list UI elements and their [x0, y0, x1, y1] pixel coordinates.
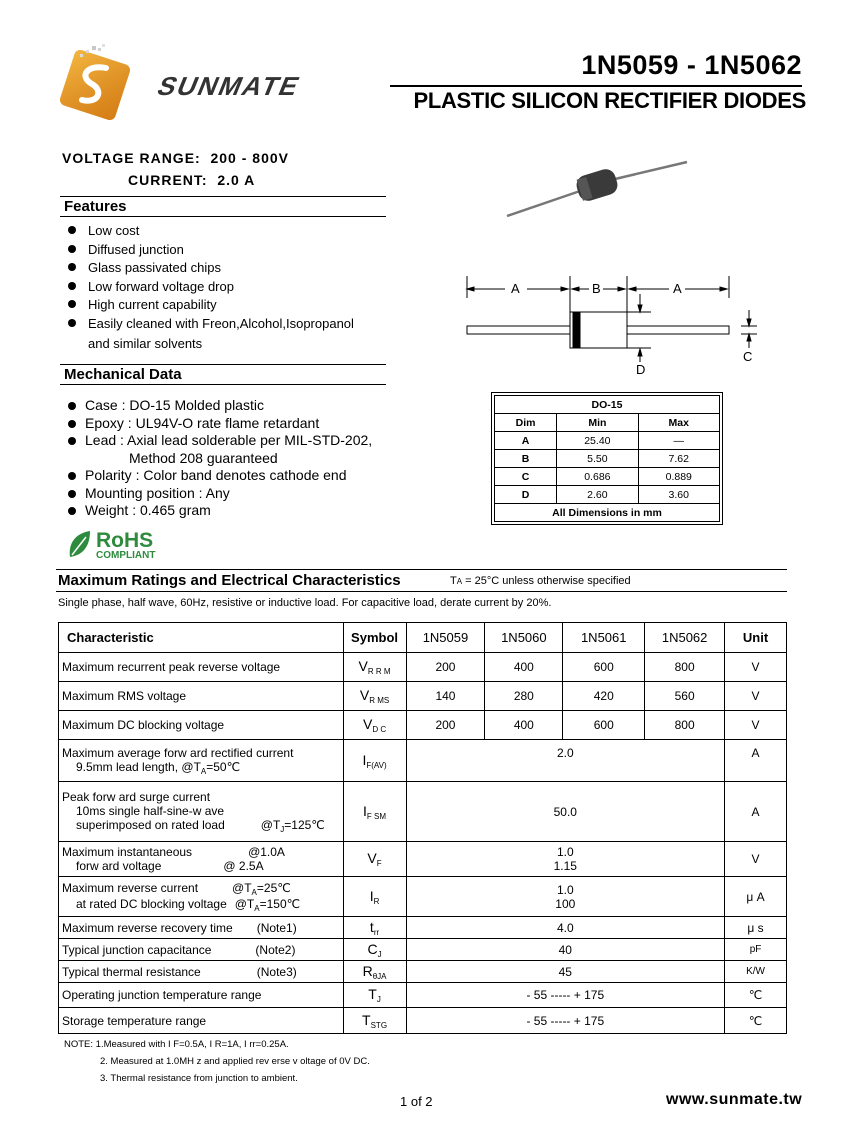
table-row: Maximum recurrent peak reverse voltage $V_{R R M}$ 200 400 600 800 V: [59, 653, 787, 682]
dim-label-a: A: [511, 281, 520, 296]
list-item: Weight : 0.465 gram: [66, 501, 396, 519]
logo-mark: [58, 44, 131, 122]
list-item: Case : DO-15 Molded plastic: [66, 396, 396, 414]
table-row: Maximum RMS voltage $V_{R MS}$ 140 280 420 560 V: [59, 682, 787, 711]
list-item: Epoxy : UL94V-O rate flame retardant: [66, 414, 396, 432]
package-table-title: DO-15: [495, 396, 720, 414]
note-1: NOTE: 1.Measured with I F=0.5A, I R=1A, I rr=0.25A.: [64, 1039, 289, 1050]
table-row: A 25.40 —: [495, 432, 720, 450]
footnotes: [64, 1036, 370, 1087]
features-heading: Features: [60, 196, 386, 217]
current-value: 2.0 A: [217, 172, 256, 188]
rohs-compliant-badge: [66, 527, 172, 561]
current-rating: [128, 172, 255, 188]
table-row: B 5.50 7.62: [495, 450, 720, 468]
ratings-note: Single phase, half wave, 60Hz, resistive or inductive load. For capacitive load, derate current by 20%.: [58, 597, 552, 609]
table-row: Maximum instantaneous @1.0A forw ard voltage @ 2.5A $V_F$ 1.0 1.15 V: [59, 842, 787, 877]
list-item: Lead : Axial lead solderable per MIL-STD-202, Method 208 guaranteed: [66, 431, 396, 466]
list-item: Low forward voltage drop: [66, 278, 396, 297]
current-label: CURRENT:: [128, 172, 208, 188]
table-row: Maximum reverse current $@T_A=25℃$ at rated DC blocking voltage $@T_A=150℃$ $I_R$ 1.0 100 μ A: [59, 877, 787, 917]
ratings-condition: TA = 25°C unless otherwise specified: [450, 575, 631, 587]
ratings-heading: Maximum Ratings and Electrical Characteristics: [58, 572, 401, 589]
electrical-characteristics-table: [58, 622, 787, 1034]
package-dimension-table: [491, 392, 723, 525]
table-row: Typical thermal resistance (Note3) $R_{\theta JA}$ 45 K/W: [59, 961, 787, 983]
dim-label-a2: A: [673, 281, 682, 296]
list-item: Low cost: [66, 222, 396, 241]
header-rule: [390, 85, 802, 87]
list-item: Diffused junction: [66, 241, 396, 260]
divider: [56, 569, 787, 570]
mechanical-list: [66, 396, 396, 519]
list-item: Easily cleaned with Freon,Alcohol,Isopropanol and similar solvents: [66, 315, 396, 353]
voltage-range: [62, 150, 289, 166]
package-outline-diagram: [455, 150, 775, 380]
table-row: Maximum average forw ard rectified current 9.5mm lead length, $@T_A=50℃$ $I_{F(AV)}$ 2.0 A: [59, 740, 787, 782]
table-row: Storage temperature range $T_{STG}$ - 55 ----- + 175 ℃: [59, 1008, 787, 1034]
logo-wordmark: SUNMATE: [153, 71, 306, 101]
note-2: 2. Measured at 1.0MH z and applied rev erse v oltage of 0V DC.: [100, 1056, 370, 1067]
list-item: Mounting position : Any: [66, 484, 396, 502]
dim-label-b: B: [592, 281, 601, 296]
table-row: Peak forw ard surge current 10ms single half-sine-w ave superimposed on rated load $@T_J=125℃$ $I_{F SM}$ 50.0 A: [59, 782, 787, 842]
diode-photo-illustration: [507, 162, 687, 216]
table-row: D 2.60 3.60: [495, 486, 720, 504]
website-url[interactable]: www.sunmate.tw: [666, 1091, 803, 1108]
list-item: Polarity : Color band denotes cathode end: [66, 466, 396, 484]
table-row: C 0.686 0.889: [495, 468, 720, 486]
package-table-footer: All Dimensions in mm: [495, 504, 720, 522]
dim-label-d: D: [636, 362, 646, 377]
compliant-text: COMPLIANT: [96, 550, 156, 561]
features-list: [66, 222, 396, 353]
voltage-label: VOLTAGE RANGE:: [62, 150, 201, 166]
page-number: 1 of 2: [400, 1094, 433, 1109]
voltage-value: 200 - 800V: [210, 150, 289, 166]
mechanical-heading: Mechanical Data: [60, 364, 386, 385]
divider: [56, 591, 787, 592]
product-subtitle: PLASTIC SILICON RECTIFIER DIODES: [413, 88, 806, 113]
table-header-row: Characteristic Symbol 1N5059 1N5060 1N5061 1N5062 Unit: [59, 623, 787, 653]
table-row: Operating junction temperature range $T_J$ - 55 ----- + 175 ℃: [59, 983, 787, 1008]
table-row: Maximum DC blocking voltage $V_{D C}$ 200 400 600 800 V: [59, 711, 787, 740]
company-logo: [58, 44, 328, 124]
dim-label-c: C: [743, 349, 753, 364]
note-3: 3. Thermal resistance from junction to ambient.: [100, 1073, 298, 1084]
table-row: Typical junction capacitance (Note2) $C_J$ 40 pF: [59, 939, 787, 961]
list-item: Glass passivated chips: [66, 259, 396, 278]
part-number-range: 1N5059 - 1N5062: [581, 50, 802, 80]
rohs-text: RoHS: [96, 529, 154, 552]
list-item: High current capability: [66, 296, 396, 315]
table-row: Maximum reverse recovery time (Note1) $t_{rr}$ 4.0 μ s: [59, 917, 787, 939]
table-header-row: Dim Min Max: [495, 414, 720, 432]
